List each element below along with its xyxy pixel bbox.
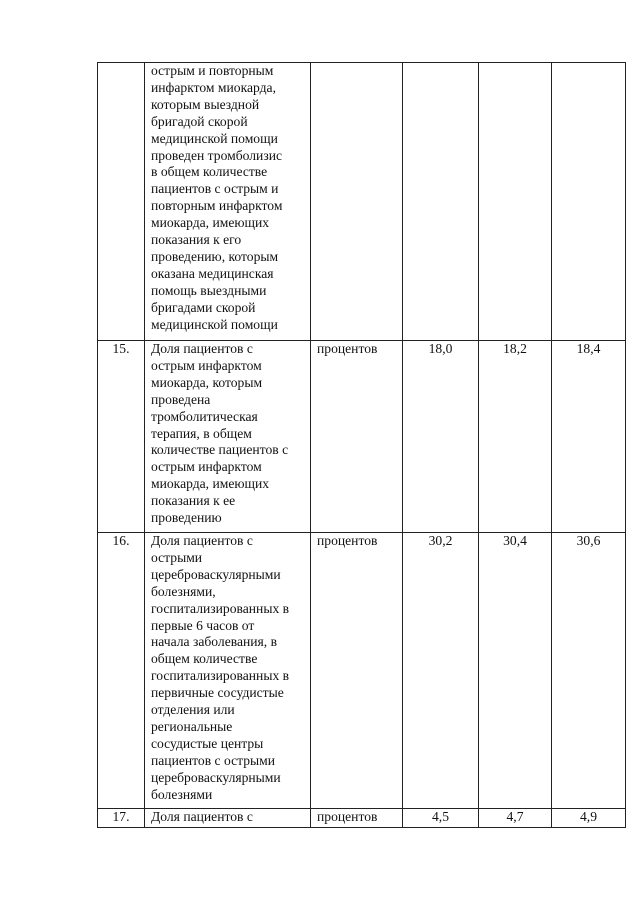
row-number [98,63,145,341]
indicator-name: Доля пациентов с острыми цереброваскулярными болезнями, госпитализированных в первые 6 часов от начала заболевания, в общем количестве госпитализированных в первичные сосудистые отделения или региональные сосудистые центры пациентов с острыми цереброваскулярными болезнями [145,533,311,809]
table-row [98,809,626,828]
value-year-2: 4,7 [479,809,552,828]
table-row [98,533,626,809]
table-row [98,63,626,341]
value-year-1: 18,0 [403,341,479,533]
value-year-2 [479,63,552,341]
unit-cell: процентов [311,341,403,533]
indicator-name: Доля пациентов с острым инфарктом миокарда, которым проведена тромболитическая терапия, в общем количестве пациентов с острым инфарктом миокарда, имеющих показания к ее проведению [145,341,311,533]
value-year-2: 30,4 [479,533,552,809]
unit-cell: процентов [311,809,403,828]
value-year-3: 4,9 [552,809,626,828]
row-number: 16. [98,533,145,809]
indicator-name: Доля пациентов с [145,809,311,828]
table-row [98,341,626,533]
value-year-1 [403,63,479,341]
row-number: 17. [98,809,145,828]
value-year-2: 18,2 [479,341,552,533]
value-year-3: 30,6 [552,533,626,809]
value-year-3: 18,4 [552,341,626,533]
indicator-name: острым и повторным инфарктом миокарда, которым выездной бригадой скорой медицинской помощи проведен тромболизис в общем количестве пациентов с острым и повторным инфарктом миокарда, имеющих показания к его проведению, которым оказана медицинская помощь выездными бригадами скорой медицинской помощи [145,63,311,341]
value-year-3 [552,63,626,341]
value-year-1: 30,2 [403,533,479,809]
unit-cell [311,63,403,341]
unit-cell: процентов [311,533,403,809]
indicators-table [97,62,626,828]
row-number: 15. [98,341,145,533]
value-year-1: 4,5 [403,809,479,828]
